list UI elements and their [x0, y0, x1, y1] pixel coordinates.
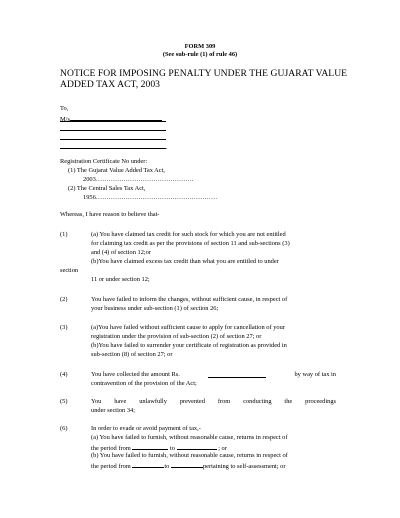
clause-6b-to-label: to	[164, 463, 170, 470]
whereas-statement: Whereas, I have reason to believe that-	[60, 211, 160, 218]
clause-3-number: (3)	[60, 324, 68, 331]
clause-6a-suffix: ; or	[218, 445, 227, 452]
clause-3-line: registration under the provision of sub-section (2) of section 27; or	[91, 333, 262, 340]
registration-item-1-year: 2003……………………………………….	[83, 176, 194, 183]
clause-5-line: under section 34;	[91, 407, 136, 414]
clause-6a-from-blank	[132, 443, 168, 450]
address-name-blank	[70, 114, 162, 121]
clause-3-line: (a)You have failed without sufficient cause to apply for cancellation of your	[91, 324, 285, 331]
notice-title-line2: ADDED TAX ACT, 2003	[60, 79, 161, 90]
clause-6a-to-label: to	[169, 445, 175, 452]
clause-1-line: (a) You have claimed tax credit for such stock for which you are not entitled	[91, 231, 286, 238]
clause-2-number: (2)	[60, 296, 68, 303]
form-rule-reference: (See sub-rule (1) of rule 46)	[162, 51, 238, 58]
clause-4-amount-suffix: by way of tax in	[294, 371, 336, 378]
clause-6a-from-label: the period from	[91, 445, 131, 452]
registration-heading: Registration Certificate No under:	[60, 158, 148, 165]
clause-6-line: (b) You have failed to furnish, without reasonable cause, returns in respect of	[91, 452, 288, 459]
registration-item-2-year: 1956…………………………………………………	[83, 194, 218, 201]
clause-1-line: for claiming tax credit as per the provisions of section 11 and sub-sections (3)	[91, 240, 290, 247]
clause-1-line: and (4) of section 12;or	[91, 249, 151, 256]
clause-4-amount-blank	[208, 371, 266, 378]
registration-item-1: (1) The Gujarat Value Added Tax Act,	[68, 167, 165, 174]
clause-4-amount-row	[91, 371, 336, 379]
form-number: FORM 309	[184, 43, 216, 50]
address-to: To,	[60, 105, 69, 112]
notice-title-line1: NOTICE FOR IMPOSING PENALTY UNDER THE GUJARAT VALUE	[60, 68, 348, 79]
clause-5-number: (5)	[60, 398, 68, 405]
clause-5-line-wrap	[91, 398, 336, 406]
clause-6-line: In order to evade or avoid payment of tax,-	[91, 425, 201, 432]
address-line-2	[60, 130, 166, 131]
clause-3-line: (b)You have failed to surrender your certificate of registration as provided in	[91, 342, 287, 349]
clause-6b-period-row	[91, 461, 286, 471]
clause-3-line: sub-section (8) of section 27; or	[91, 351, 173, 358]
clause-6b-to-blank	[171, 461, 203, 468]
address-line-4	[60, 148, 166, 149]
clause-1-line: section	[60, 267, 79, 274]
address-end-mark: .	[166, 144, 168, 151]
clause-2-line: You have failed to inform the changes, without sufficient cause, in respect of	[91, 296, 288, 303]
address-ms-row	[60, 114, 162, 124]
clause-4-number: (4)	[60, 371, 68, 378]
clause-6-number: (6)	[60, 425, 68, 432]
clause-6a-to-blank	[177, 443, 217, 450]
registration-item-2: (2) The Central Sales Tax Act,	[68, 185, 146, 192]
clause-6b-suffix: pertaining to self-assessment; or	[202, 463, 286, 470]
clause-5-line: You have unlawfully prevented from conducting the proceedings	[91, 398, 336, 405]
clause-1-line: 11 or under section 12;	[91, 276, 150, 283]
clause-6-line: (a) You have failed to furnish, without reasonable cause, returns in respect of	[91, 434, 288, 441]
clause-1-line: (b)You have claimed excess tax credit than what you are entitled to under	[91, 258, 279, 265]
clause-4-amount-label: You have collected the amount Rs.	[91, 371, 180, 378]
address-ms-label: M/s	[60, 116, 70, 123]
address-line-3	[60, 139, 166, 140]
clause-6b-from-label: the period from	[91, 463, 131, 470]
clause-4-line: contravention of the provision of the Act;	[91, 380, 197, 387]
clause-1-number: (1)	[60, 231, 68, 238]
address-line-1	[60, 121, 166, 122]
clause-6b-from-blank	[132, 461, 164, 468]
clause-2-line: your business under sub-section (1) of section 26;	[91, 305, 219, 312]
